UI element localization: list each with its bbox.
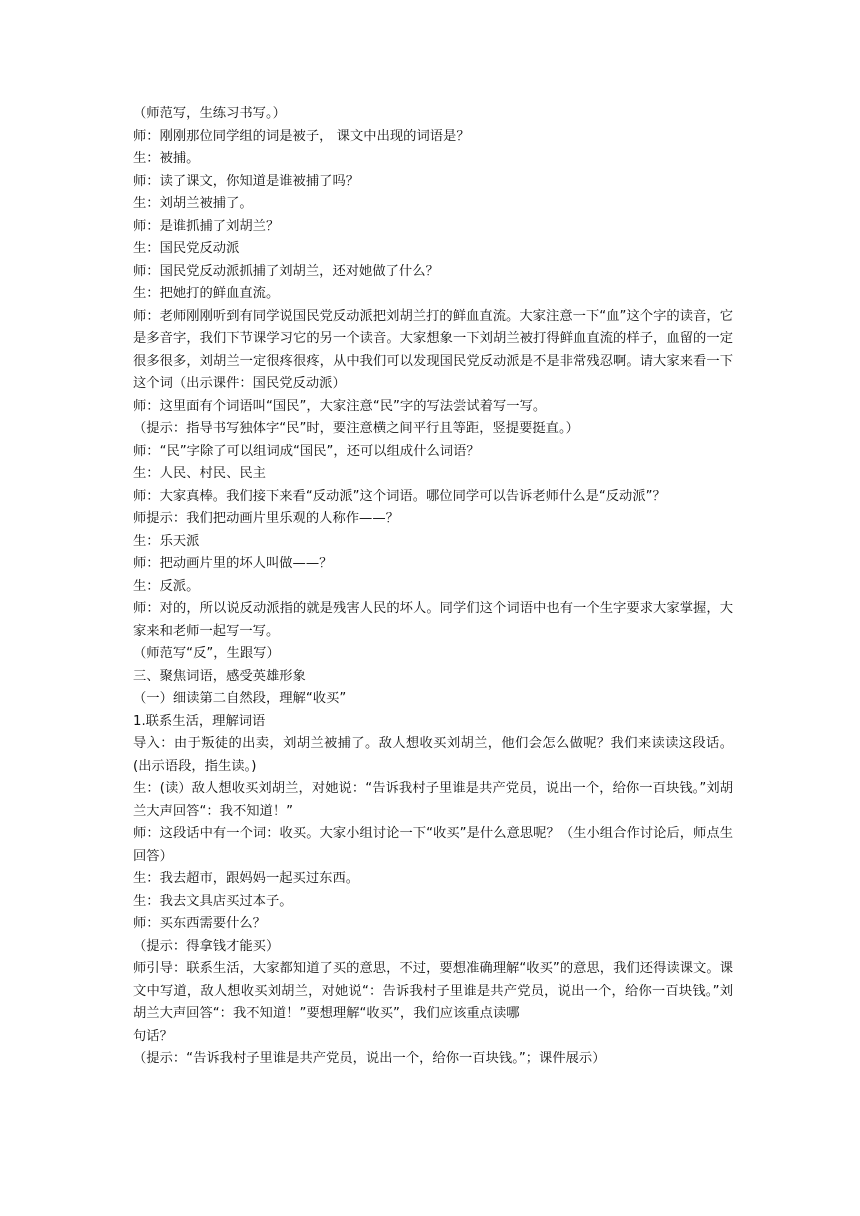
text-line: 句话？: [133, 1028, 173, 1044]
text-line: 生：国民党反动派: [133, 241, 240, 256]
text-line: 生：把她打的鲜血直流。: [133, 286, 280, 301]
text-line: 师：大家真棒。我们接下来看“反动派”这个词语。哪位同学可以告诉老师什么是“反动派”？: [133, 488, 666, 504]
text-paragraph: 导入：由于叛徒的出卖，刘胡兰被捕了。敌人想收买刘胡兰，他们会怎么做呢？我们来读读这段话。(出示语段，指生读。): [133, 736, 733, 774]
text-line: 师：买东西需要什么？: [133, 916, 266, 931]
text-line: 师：读了课文，你知道是谁被捕了吗？: [133, 173, 360, 189]
text-paragraph: 师：老师刚刚听到有同学说国民党反动派把刘胡兰打的鲜血直流。大家注意一下“血”这个字的读音，它是多音字，我们下节课学习它的另一个读音。大家想象一下刘胡兰被打得鲜血直流的样子，血留的一定很多很多，刘胡兰一定很疼很疼，从中我们可以发现国民党反动派是不是非常残忍啊。请大家来看一下这个词（出示课件：国民党反动派）: [133, 308, 733, 391]
hint-line: （提示：“告诉我村子里谁是共产党员，说出一个，给你一百块钱。”；课件展示）: [133, 1051, 606, 1066]
text-line: （师范写“反”，生跟写）: [133, 646, 280, 661]
text-line: 生：我去文具店买过本子。: [133, 893, 293, 909]
text-line: 师提示：我们把动画片里乐观的人称作——？: [133, 511, 399, 526]
text-paragraph: 师：这段话中有一个词：收买。大家小组讨论一下“收买”是什么意思呢？（生小组合作讨论后，师点生回答）: [133, 826, 733, 864]
subsection-heading: （一）细读第二自然段，理解“收买”: [133, 691, 347, 706]
text-line: 生：反派。: [133, 578, 200, 594]
text-line: （师范写，生练习书写。）: [133, 106, 286, 121]
text-line: 生：乐天派: [133, 533, 200, 549]
step-heading: 1.联系生活，理解词语: [133, 713, 266, 729]
text-line: 师：把动画片里的坏人叫做——？: [133, 556, 333, 571]
text-line: 师：“民”字除了可以组词成“国民”，还可以组成什么词语？: [133, 443, 480, 459]
text-paragraph: 师引导：联系生活，大家都知道了买的意思，不过，要想准确理解“收买”的意思，我们还得读课文。课文中写道，敌人想收买刘胡兰，对她说“：告诉我村子里谁是共产党员，说出一个，给你一百块钱。”刘胡兰大声回答“：我不知道！”要想理解“收买”，我们应该重点读哪: [133, 961, 733, 1021]
document-page: [133, 103, 733, 1071]
text-line: 师：是谁抓捕了刘胡兰？: [133, 218, 280, 234]
text-line: 生：人民、村民、民主: [133, 466, 266, 481]
text-line: 师：刚刚那位同学组的词是被子， 课文中出现的词语是？: [133, 128, 470, 144]
text-line: 师：这里面有个词语叫“国民”，大家注意“民”字的写法尝试着写一写。: [133, 398, 547, 414]
text-line: 师：国民党反动派抓捕了刘胡兰，还对她做了什么？: [133, 263, 439, 279]
section-heading: 三、聚焦词语，感受英雄形象: [133, 668, 306, 684]
text-line: 生：被捕。: [133, 151, 200, 166]
hint-line: （提示：得拿钱才能买）: [133, 938, 280, 954]
hint-line: （提示：指导书写独体字“民”时，要注意横之间平行且等距，竖提要挺直。）: [133, 421, 579, 436]
text-line: 生：我去超市，跟妈妈一起买过东西。: [133, 871, 360, 886]
text-paragraph: 师：对的，所以说反动派指的就是残害人民的坏人。同学们这个词语中也有一个生字要求大家掌握，大家来和老师一起写一写。: [133, 601, 733, 639]
text-paragraph: 生：(读）敌人想收买刘胡兰，对她说：“告诉我村子里谁是共产党员，说出一个，给你一百块钱。”刘胡兰大声回答“：我不知道！”: [133, 781, 733, 819]
text-line: 生：刘胡兰被捕了。: [133, 196, 253, 211]
